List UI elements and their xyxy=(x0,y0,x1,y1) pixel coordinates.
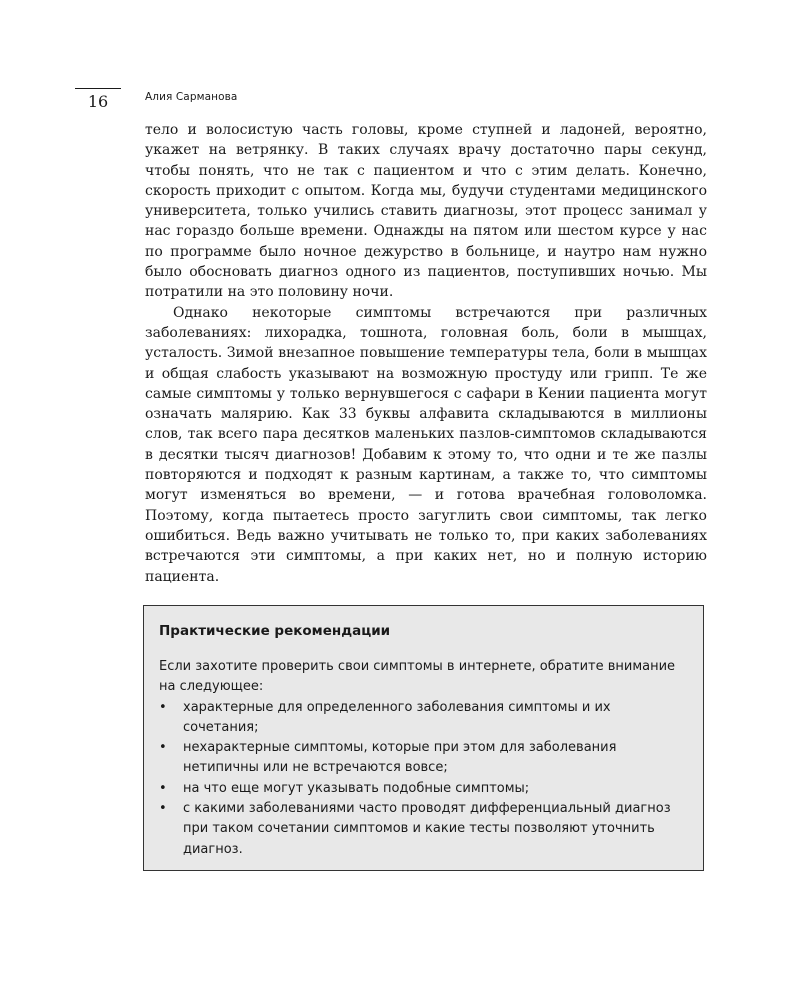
bullet-icon: • xyxy=(159,699,167,715)
list-item xyxy=(159,738,689,779)
body-text xyxy=(145,120,707,587)
list-item xyxy=(159,698,689,739)
running-head-author: Алия Сарманова xyxy=(145,91,238,103)
paragraph: Однако некоторые симптомы встречаются при различных заболеваниях: лихорадка, тошнота, головная боль, боли в мышцах, усталость. Зимой внезапное повышение температуры тела, боли в мышцах и общая слабость указывают на возможную простуду или грипп. Те же самые симптомы у только вернувшегося с сафари в Кении пациента могут означать малярию. Как 33 буквы алфавита складываются в миллионы слов, так всего пара десятков маленьких пазлов-симптомов складываются в десятки тысяч диагнозов! Добавим к этому то, что одни и те же пазлы повторяются и подходят к разным картинам, а также то, что симптомы могут изменяться во времени, — и готова врачебная головоломка. Поэтому, когда пытаетесь просто загуглить свои симптомы, так легко ошибиться. Ведь важно учитывать не только то, при каких заболеваниях встречаются эти симптомы, а при каких нет, но и полную историю пациента. xyxy=(145,304,707,585)
list-item-text: с какими заболеваниями часто проводят дифференциальный диагноз при таком сочетании симптомов и какие тесты позволяют уточнить диагноз. xyxy=(183,801,671,857)
tips-list xyxy=(159,698,689,860)
list-item xyxy=(159,799,689,860)
bullet-icon: • xyxy=(159,801,167,817)
list-item-text: нехарактерные симптомы, которые при этом для заболевания нетипичны или не встречаются вовсе; xyxy=(183,740,617,776)
tips-title: Практические рекомендации xyxy=(159,623,391,639)
tips-intro: Если захотите проверить свои симптомы в интернете, обратите внимание на следующее: xyxy=(159,659,676,695)
header-rule xyxy=(75,88,121,89)
bullet-icon: • xyxy=(159,780,167,796)
bullet-icon: • xyxy=(159,740,167,756)
list-item-text: характерные для определенного заболевания симптомы и их сочетания; xyxy=(183,699,611,735)
practical-tips-box xyxy=(143,605,704,871)
page-number: 16 xyxy=(87,92,109,111)
paragraph: тело и волосистую часть головы, кроме ступней и ладоней, вероятно, укажет на ветрянку. В таких случаях врачу достаточно пары секунд, чтобы понять, что не так с пациентом и что с этим делать. Конечно, скорость приходит с опытом. Когда мы, будучи студентами медицинского университета, только учились ставить диагнозы, этот процесс занимал у нас гораздо больше времени. Однажды на пятом или шестом курсе у нас по программе было ночное дежурство в больнице, и наутро нам нужно было обосновать диагноз одного из пациентов, поступивших ночью. Мы потратили на это половину ночи. xyxy=(145,122,707,301)
list-item xyxy=(159,779,689,799)
list-item-text: на что еще могут указывать подобные симптомы; xyxy=(183,780,530,796)
